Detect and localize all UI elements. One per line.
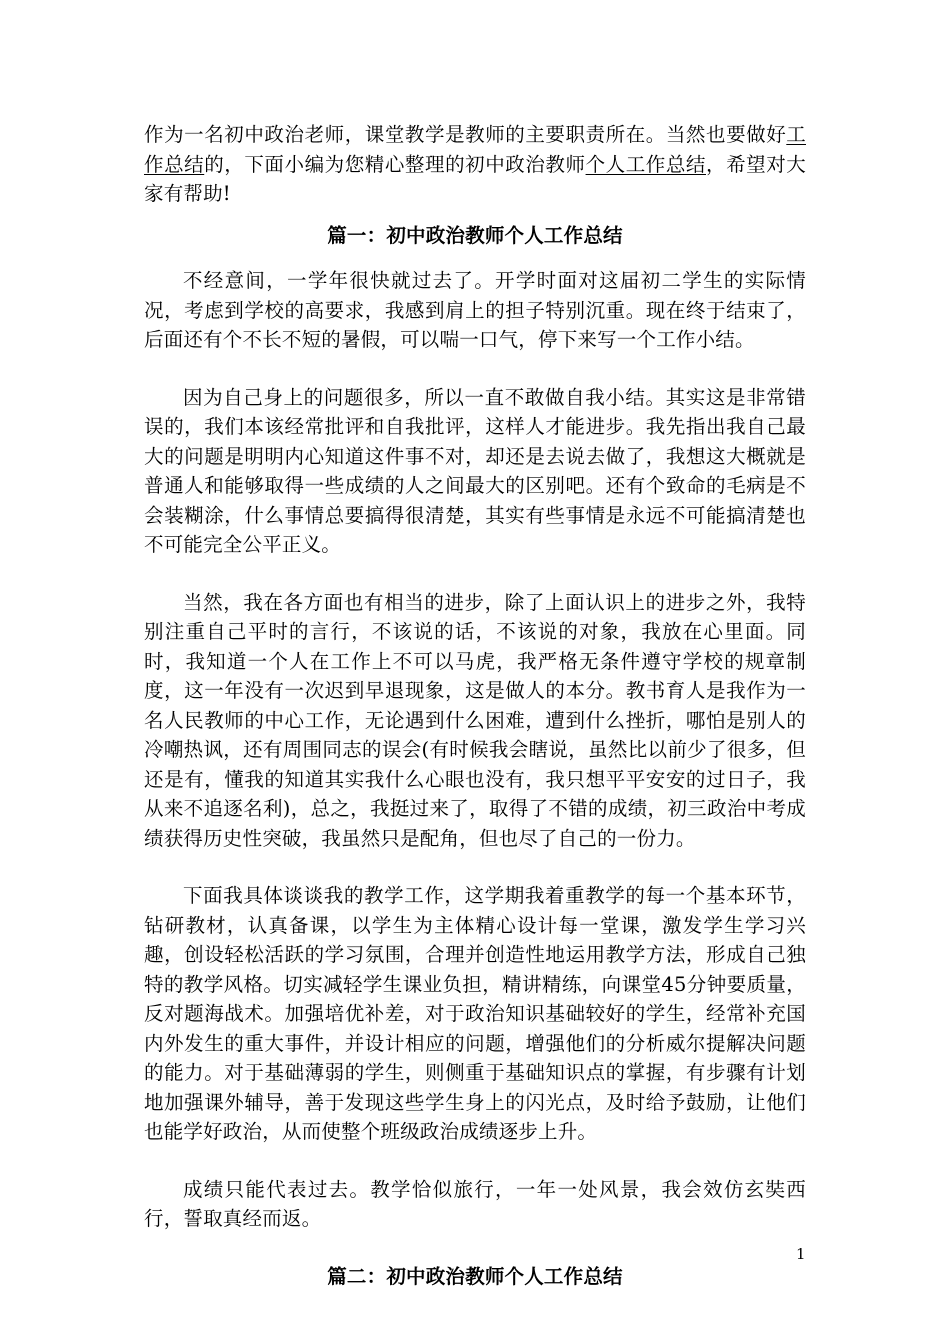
section-1-heading: 篇一：初中政治教师个人工作总结 bbox=[327, 223, 623, 247]
personal-work-summary-link[interactable]: 个人工作总结 bbox=[585, 152, 706, 176]
work-summary-link[interactable]: 工作总结 bbox=[144, 123, 806, 176]
page-number: 1 bbox=[796, 1245, 806, 1263]
section-1-paragraph-4: 下面我具体谈谈我的教学工作，这学期我着重教学的每一个基本环节，钻研教材，认真备课，以学生为主体精心设计每一堂课，激发学生学习兴趣，创设轻松活跃的学习氛围，合理并创造性地运用教学方法，形成自己独特的教学风格。切实减轻学生课业负担，精讲精练，向课堂45分钟要质量，反对题海战术。加强培优补差，对于政治知识基础较好的学生，经常补充国内外发生的重大事件，并设计相应的问题，增强他们的分析威尔提解决问题的能力。对于基础薄弱的学生，则侧重于基础知识点的掌握，有步骤有计划地加强课外辅导，善于发现这些学生身上的闪光点，及时给予鼓励，让他们也能学好政治，从而使整个班级政治成绩逐步上升。 bbox=[144, 884, 806, 1143]
intro-paragraph bbox=[144, 120, 806, 209]
intro-text-2: 的，下面小编为您精心整理的初中政治教师 bbox=[204, 152, 586, 176]
section-1-paragraph-1: 不经意间，一学年很快就过去了。开学时面对这届初二学生的实际情况，考虑到学校的高要求，我感到肩上的担子特别沉重。现在终于结束了，后面还有个不长不短的暑假，可以喘一口气，停下来写一个工作小结。 bbox=[144, 269, 806, 351]
section-1-paragraph-5: 成绩只能代表过去。教学恰似旅行，一年一处风景，我会效仿玄奘西行，誓取真经而返。 bbox=[144, 1177, 806, 1230]
section-1-paragraph-3: 当然，我在各方面也有相当的进步，除了上面认识上的进步之外，我特别注重自己平时的言行，不该说的话，不该说的对象，我放在心里面。同时，我知道一个人在工作上不可以马虎，我严格无条件遵守学校的规章制度，这一年没有一次迟到早退现象，这是做人的本分。教书育人是我作为一名人民教师的中心工作，无论遇到什么困难，遭到什么挫折，哪怕是别人的冷嘲热讽，还有周围同志的误会(有时候我会瞎说，虽然比以前少了很多，但还是有，懂我的知道其实我什么心眼也没有，我只想平平安安的过日子，我从来不追逐名利)，总之，我挺过来了，取得了不错的成绩，初三政治中考成绩获得历史性突破，我虽然只是配角，但也尽了自己的一份力。 bbox=[144, 590, 806, 850]
intro-text-3: ，希望对大家有帮助! bbox=[144, 152, 806, 205]
section-1-paragraph-2: 因为自己身上的问题很多，所以一直不敢做自我小结。其实这是非常错误的，我们本该经常批评和自我批评，这样人才能进步。我先指出我自己最大的问题是明明内心知道这件事不对，却还是去说去做了，我想这大概就是普通人和能够取得一些成绩的人之间最大的区别吧。还有个致命的毛病是不会装糊涂，什么事情总要搞得很清楚，其实有些事情是永远不可能搞清楚也不可能完全公平正义。 bbox=[144, 385, 806, 556]
section-2-heading: 篇二：初中政治教师个人工作总结 bbox=[327, 1264, 623, 1288]
document-body bbox=[144, 120, 806, 1307]
intro-text-1: 作为一名初中政治老师，课堂教学是教师的主要职责所在。当然也要做好 bbox=[144, 123, 787, 146]
